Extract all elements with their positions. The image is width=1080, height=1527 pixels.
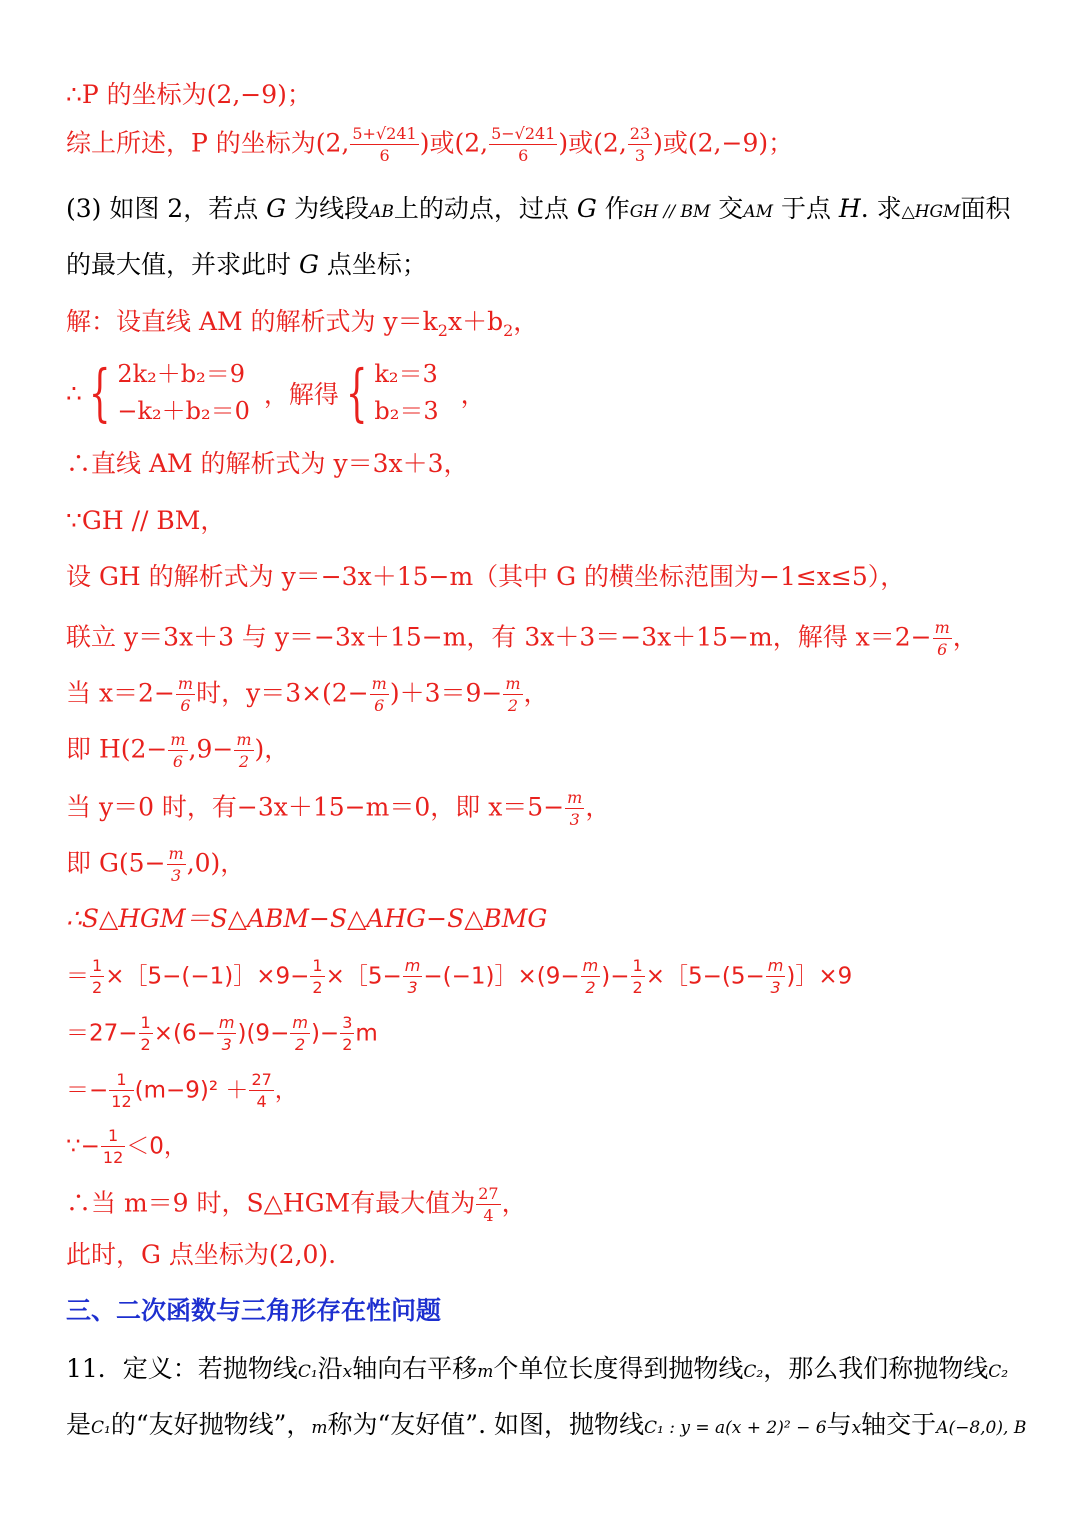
equation-system xyxy=(66,356,486,430)
system-end: ， xyxy=(460,380,486,410)
solve-label: ，解得 xyxy=(263,380,339,410)
line-expr-2: ＝27− $\frac{1}{2}$ ×(6− $\frac{m}{3}$ )(9− $\frac{m}{2}$ )− $\frac{3}{2}$ m xyxy=(66,1013,378,1054)
line-expr-1: ＝ $\frac{1}{2}$ ×［5−(−1)］×9− $\frac{1}{2}$ ×［5− $\frac{m}{3}$ −(−1)］×(9− $\frac{m}{2}$ )− $\frac{1}{2}$ ×［5−(5− $\frac{m}{3}$ )］×9 xyxy=(66,956,853,997)
line-am-result: ∴直线 AM 的解析式为 y＝3x＋3， xyxy=(66,449,469,478)
line-y-zero: 当 y＝0 时，有−3x＋15−m＝0，即 x＝5− $\frac{m}{3}$ ， xyxy=(66,788,611,829)
line-point-g: 即 G(5− $\frac{m}{3}$ ,0)， xyxy=(66,844,246,885)
line-max-value: ∴当 m＝9 时，S△HGM有最大值为 $\frac{27}{4}$ ， xyxy=(66,1184,527,1225)
line-coefficient: ∵− $\frac{1}{12}$ ＜0， xyxy=(66,1126,187,1167)
therefore-symbol: ∴ xyxy=(66,378,82,408)
fraction-5-plus-sqrt241: $\frac{5+√241}{6}$ xyxy=(352,124,417,165)
problem-11-line2: 是C₁的“友好抛物线”，m称为“友好值”. 如图，抛物线C₁ : y = a(x + 2)² − 6与x轴交于A(−8,0), B xyxy=(66,1410,1027,1439)
solution-row-2: b₂＝3 xyxy=(374,397,439,426)
question-3-line1: (3) 如图 2，若点 G 为线段AB上的动点，过点 G 作GH // BM 交AM 于点 H. 求△HGM面积 xyxy=(66,194,1011,223)
line-when-x: 当 x＝2− $\frac{m}{6}$ 时，y＝3×(2− $\frac{m}{6}$ )＋3＝9− $\frac{m}{2}$ ， xyxy=(66,674,549,715)
left-brace-2: { xyxy=(345,356,368,430)
solution-rows xyxy=(374,356,438,430)
line-area-eq: ∴S△HGM＝S△ABM−S△AHG−S△BMG xyxy=(66,904,548,933)
system-rows xyxy=(117,356,250,430)
summary-end: )或(2,−9)； xyxy=(653,128,794,158)
line-join: 联立 y＝3x＋3 与 y＝−3x＋15−m，有 3x＋3＝−3x＋15−m，解得 x＝2− $\frac{m}{6}$ ， xyxy=(66,618,978,659)
solution-row-1: k₂＝3 xyxy=(374,360,438,388)
line-expr-3: ＝− $\frac{1}{12}$ (m−9)² ＋ $\frac{27}{4}$ ， xyxy=(66,1070,298,1111)
summary-start: 综上所述，P 的坐标为(2, xyxy=(66,128,350,158)
summary-or2: )或(2, xyxy=(558,128,627,158)
solution-start: 解：设直线 AM 的解析式为 $y=k_2x+b_2$， xyxy=(66,307,539,340)
summary-or1: )或(2, xyxy=(419,128,489,158)
line-set-gh: 设 GH 的解析式为 y＝−3x＋15−m（其中 G 的横坐标范围为−1≤x≤5）， xyxy=(66,562,906,591)
system-row-1: 2k₂＋b₂＝9 xyxy=(117,360,246,388)
line-p-coordinate: ∴P 的坐标为(2,−9)； xyxy=(66,80,312,109)
section-heading: 三、二次函数与三角形存在性问题 xyxy=(66,1296,442,1325)
line-point-h: 即 H(2− $\frac{m}{6}$ ,9− $\frac{m}{2}$ )， xyxy=(66,730,290,771)
left-brace: { xyxy=(88,356,111,430)
line-summary xyxy=(66,126,793,164)
system-row-2: −k₂＋b₂＝0 xyxy=(117,397,250,426)
line-parallel: ∵GH // BM， xyxy=(66,506,226,535)
fraction-5-minus-sqrt241: $\frac{5-√241}{6}$ xyxy=(491,124,556,165)
line-g-coordinate: 此时，G 点坐标为(2,0). xyxy=(66,1240,337,1269)
fraction-23-3: $\frac{23}{3}$ xyxy=(629,124,651,165)
question-3-line2: 的最大值，并求此时 G 点坐标； xyxy=(66,250,427,279)
problem-11-line1: 11．定义：若抛物线C₁沿x轴向右平移m个单位长度得到抛物线C₂，那么我们称抛物线C₂ xyxy=(66,1354,1009,1383)
